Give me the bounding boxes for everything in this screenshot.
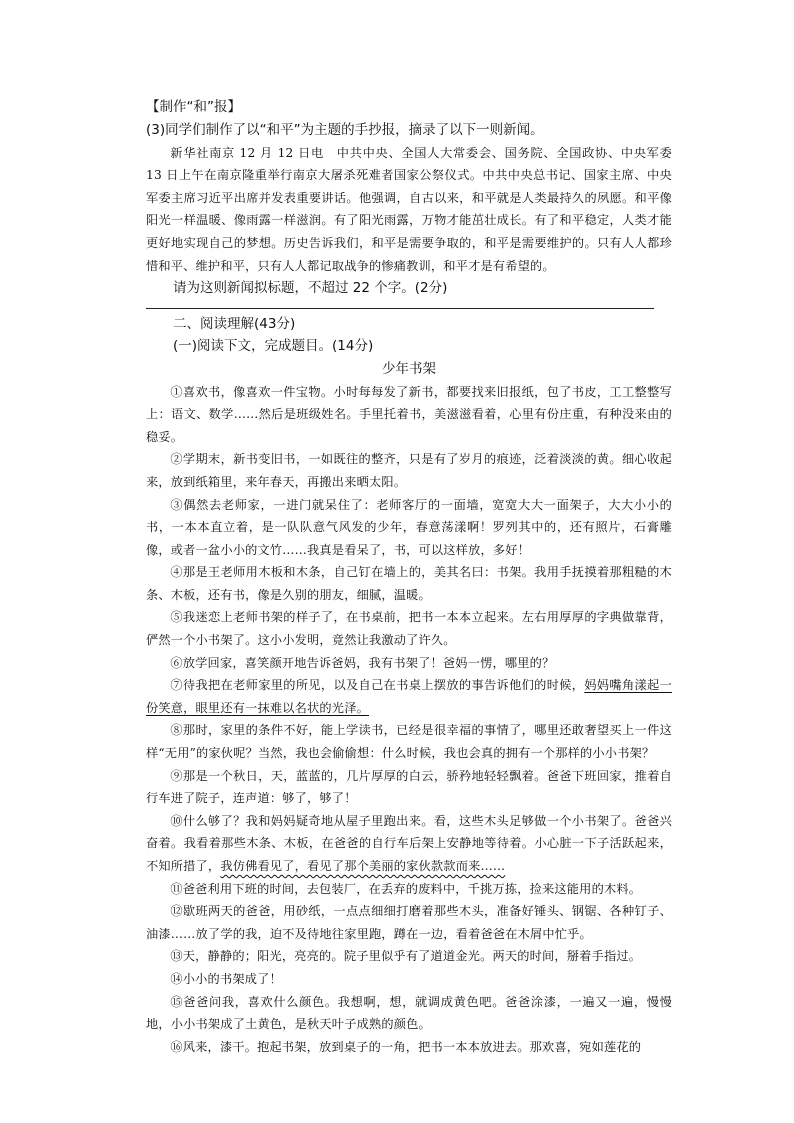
wavy-underlined-sentence: 我仿佛看见了，看见了那个美丽的家伙款款而来……	[220, 859, 506, 873]
make-peace-newspaper-section	[146, 96, 672, 309]
essay-paragraph-3: ③偶然去老师家，一进门就呆住了：老师客厅的一面墙，宽宽大大一面架子，大大小小的书，一本本直立着，是一队队意气风发的少年，春意荡漾啊！罗列其中的，还有照片，石膏雕像，或者一盆小小的文竹……我真是看呆了，书，可以这样放，多好！	[146, 497, 672, 557]
essay-paragraph-2: ②学期末，新书变旧书，一如既往的整齐，只是有了岁月的痕迹，泛着淡淡的黄。细心收起来，放到纸箱里，来年春天，再搬出来晒太阳。	[146, 452, 672, 489]
essay-paragraph-11: ⑪爸爸利用下班的时间，去包装厂，在丢弃的废料中，千挑万拣，捡来这能用的木料。	[170, 881, 642, 896]
essay-paragraph-5: ⑤我迷恋上老师书架的样子了，在书桌前，把书一本本立起来。左右用厚厚的字典做靠背，俨然一个小书架了。这小小发明，竟然让我激动了许久。	[146, 610, 672, 648]
answer-blank-line[interactable]	[146, 308, 654, 309]
essay-paragraph-8: ⑧那时，家里的条件不好，能上学读书，已经是很幸福的事情了，哪里还敢奢望买上一件这样“无用”的家伙呢？当然，我也会偷偷想：什么时候，我也会真的拥有一个那样的小小书架？	[146, 723, 672, 761]
section-make-title: 【制作“和”报】	[146, 99, 241, 115]
page-content	[146, 96, 672, 1058]
essay-paragraph-12: ⑫歇班两天的爸爸，用砂纸，一点点细细打磨着那些木头，准备好锤头、钢锯、各种钉子、油漆……放了学的我，迫不及待地往家里跑，蹲在一边，看着爸爸在木屑中忙乎。	[146, 904, 672, 941]
question-3-text: (3)同学们制作了以“和平”为主题的手抄报，摘录了以下一则新闻。	[146, 122, 544, 138]
essay-paragraph-7	[146, 674, 672, 719]
essay-paragraph-1: ①喜欢书，像喜欢一件宝物。小时每每发了新书，都要找来旧报纸，包了书皮，工工整整写上：语文、数学……然后是班级姓名。手里托着书，美滋滋看着，心里有份庄重，有种没来由的稳妥。	[146, 384, 672, 444]
reading-subsection-title: (一)阅读下文，完成题目。(14分)	[173, 338, 374, 355]
essay-title: 少年书架	[382, 360, 436, 377]
question-3	[146, 119, 672, 142]
essay-paragraph-13: ⑬天，静静的；阳光，亮亮的。院子里似乎有了道道金光。两天的时间，掰着手指过。	[170, 949, 642, 964]
essay-paragraph-14: ⑭小小的书架成了！	[170, 971, 282, 986]
essay-paragraph-6: ⑥放学回家，喜笑颜开地告诉爸妈，我有书架了！爸妈一愣，哪里的？	[170, 655, 555, 670]
essay-paragraph-4: ④那是王老师用木板和木条，自己钉在墙上的，美其名曰：书架。我用手抚摸着那粗糙的木条、木板，还有书，像是久别的朋友，细腻，温暖。	[146, 565, 672, 602]
reading-section	[146, 313, 672, 1059]
essay-paragraph-10	[146, 810, 672, 878]
essay-paragraph-15: ⑮爸爸问我，喜欢什么颜色。我想啊，想，就调成黄色吧。爸爸涂漆，一遍又一遍，慢慢地，小小书架成了土黄色，是秋天叶子成熟的颜色。	[146, 994, 672, 1032]
paragraph-7-text: ⑦待我把在老师家里的所见，以及自己在书桌上摆放的事告诉他们的时候，	[170, 678, 585, 693]
paragraph-10-text: ⑩什么够了？我和妈妈疑奇地从屋子里跑出来。看，这些木头足够做一个小书架了。爸爸兴奋着。我看着那些木条、木板，在爸爸的自行车后架上安静地等待着。小心脏一下子活跃起来，不知所措了，	[146, 813, 672, 873]
news-title-prompt: 请为这则新闻拟标题，不超过 22 个字。(2分)	[173, 280, 448, 297]
reading-section-title: 二、阅读理解(43分)	[173, 315, 296, 332]
underlined-sentence-mother-smile: 妈妈嘴角漾起一份笑意，眼里还有一抹难以名状的光泽。	[146, 678, 672, 715]
essay-paragraph-9: ⑨那是一个秋日，天，蓝蓝的，几片厚厚的白云，骄矜地轻轻飘着。爸爸下班回家，推着自行车进了院子，连声道：够了，够了！	[146, 768, 672, 806]
essay-paragraph-16: ⑯风来，漆干。抱起书架，放到桌子的一角，把书一本本放进去。那欢喜，宛如莲花的	[170, 1039, 642, 1054]
essay-body	[146, 381, 672, 1059]
news-excerpt: 新华社南京 12 月 12 日电 中共中央、全国人大常委会、国务院、全国政协、中央军委 13 日上午在南京隆重举行南京大屠杀死难者国家公祭仪式。中共中央总书记、国家主席、中央军委主席习近平出席并发表重要讲话。他强调，自古以来，和平就是人类最持久的夙愿。和平像阳光一样温暖、像雨露一样滋润。有了阳光雨露，万物才能茁壮成长。有了和平稳定，人类才能更好地实现自己的梦想。历史告诉我们，和平是需要争取的，和平是需要维护的。只有人人都珍惜和平、维护和平，只有人人都记取战争的惨痛教训，和平才是有希望的。	[146, 145, 672, 273]
